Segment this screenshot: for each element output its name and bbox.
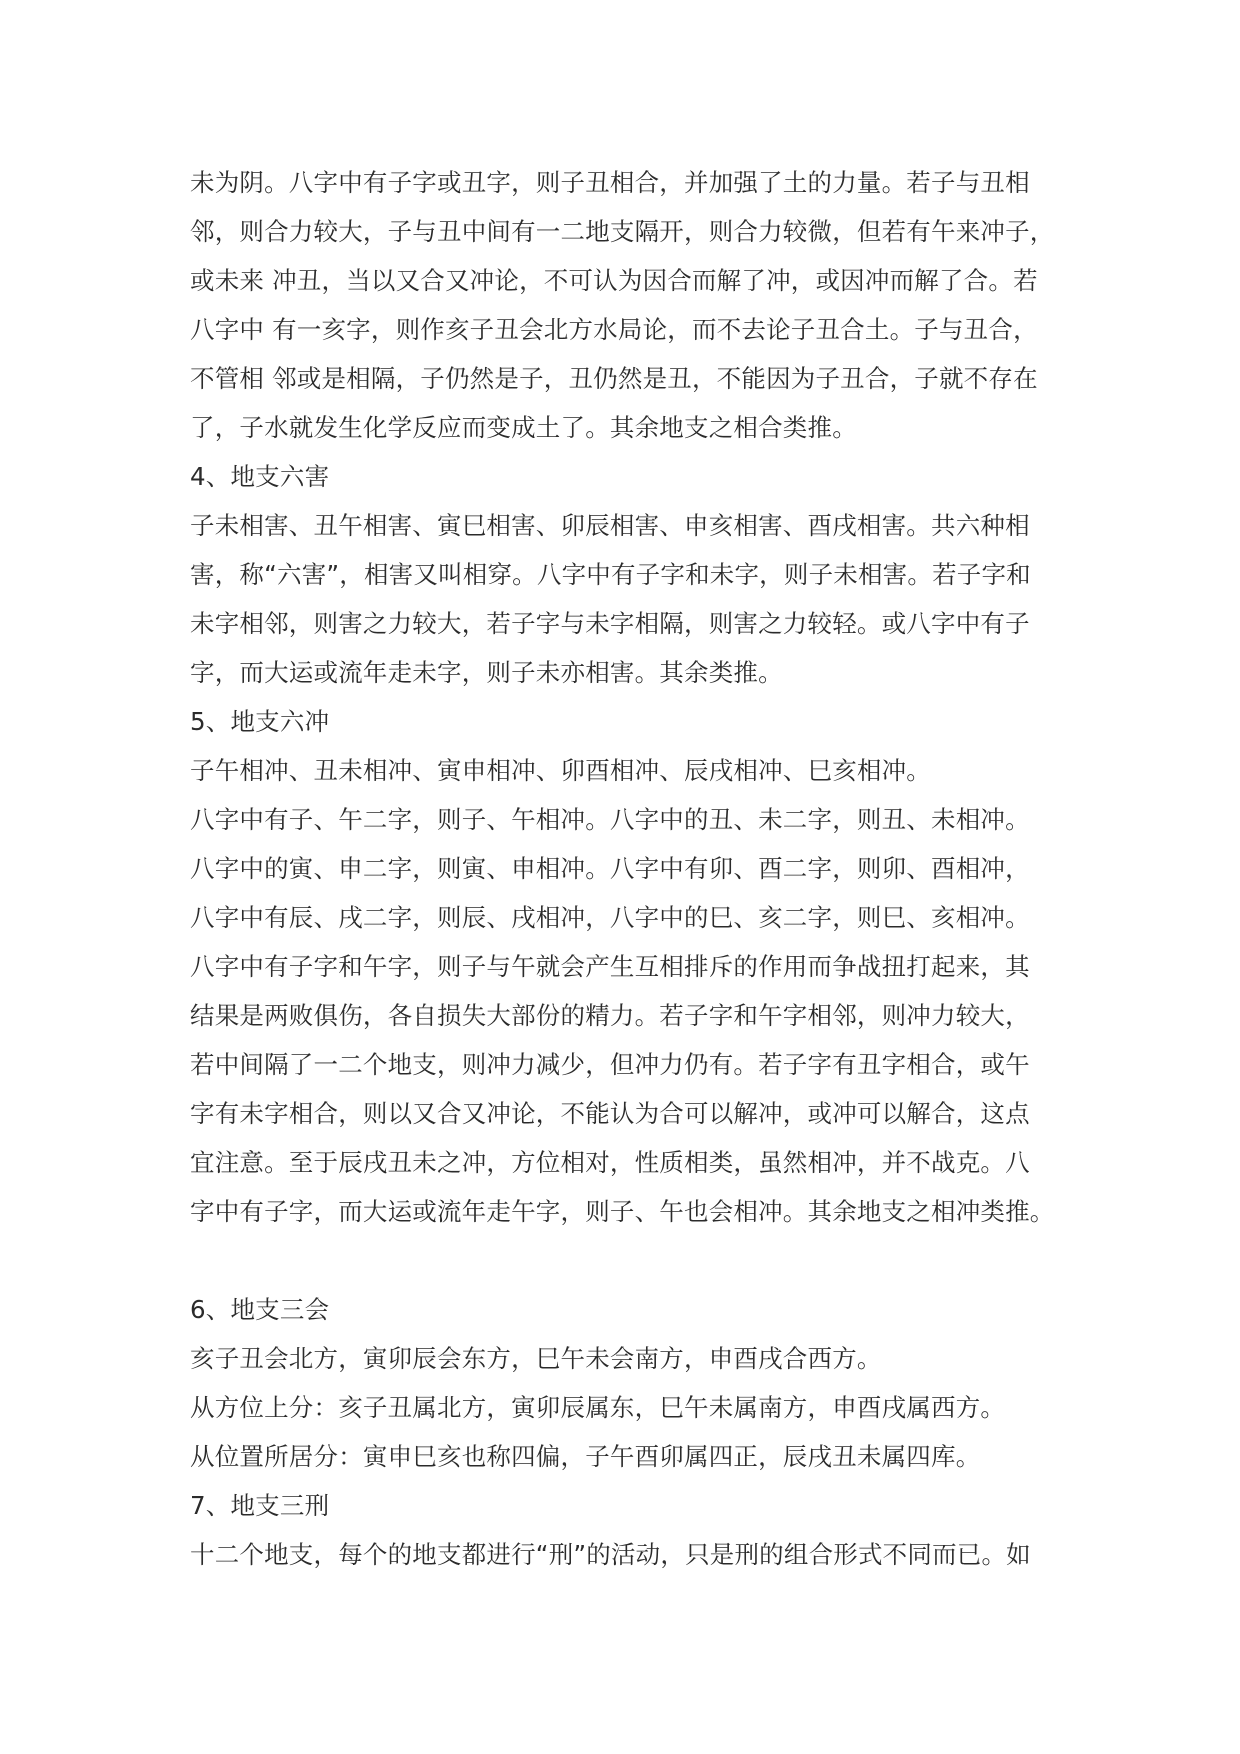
section-heading: 5、地支六冲 — [190, 707, 330, 736]
text-line: 子未相害、丑午相害、寅巳相害、卯辰相害、申亥相害、酉戌相害。共六种相 — [190, 511, 1030, 540]
text-line: 邻，则合力较大，子与丑中间有一二地支隔开，则合力较微，但若有午来冲子， — [190, 217, 1055, 246]
text-line: 未字相邻，则害之力较大，若子字与未字相隔，则害之力较轻。或八字中有子 — [190, 609, 1030, 638]
text-line: 八字中的寅、申二字，则寅、申相冲。八字中有卯、酉二字，则卯、酉相冲， — [190, 854, 1030, 883]
text-line: 八字中有子字和午字，则子与午就会产生互相排斥的作用而争战扭打起来，其 — [190, 952, 1030, 981]
text-line: 亥子丑会北方，寅卯辰会东方，巳午未会南方，申酉戌合西方。 — [190, 1344, 882, 1373]
text-line: 从方位上分：亥子丑属北方，寅卯辰属东，巳午未属南方，申酉戌属西方。 — [190, 1393, 1006, 1422]
text-line: 害，称“六害”，相害又叫相穿。八字中有子字和未字，则子未相害。若子字和 — [190, 560, 1031, 589]
section-heading: 6、地支三会 — [190, 1295, 330, 1324]
text-line: 结果是两败俱伤，各自损失大部份的精力。若子字和午字相邻，则冲力较大， — [190, 1001, 1030, 1030]
text-line: 了，子水就发生化学反应而变成土了。其余地支之相合类推。 — [190, 413, 857, 442]
text-line: 或未来 冲丑，当以又合又冲论，不可认为因合而解了冲，或因冲而解了合。若 — [190, 266, 1038, 295]
text-line: 字，而大运或流年走未字，则子未亦相害。其余类推。 — [190, 658, 783, 687]
text-line: 字有未字相合，则以又合又冲论，不能认为合可以解冲，或冲可以解合，这点 — [190, 1099, 1030, 1128]
text-line: 八字中有子、午二字，则子、午相冲。八字中的丑、未二字，则丑、未相冲。 — [190, 805, 1030, 834]
text-line: 未为阴。八字中有子字或丑字，则子丑相合，并加强了土的力量。若子与丑相 — [190, 168, 1030, 197]
text-line: 十二个地支，每个的地支都进行“刑”的活动，只是刑的组合形式不同而已。如 — [190, 1540, 1031, 1569]
text-line: 宜注意。至于辰戌丑未之冲，方位相对，性质相类，虽然相冲，并不战克。八 — [190, 1148, 1030, 1177]
text-line: 八字中有辰、戌二字，则辰、戌相冲，八字中的巳、亥二字，则巳、亥相冲。 — [190, 903, 1030, 932]
text-line: 字中有子字，而大运或流年走午字，则子、午也会相冲。其余地支之相冲类推。 — [190, 1197, 1055, 1226]
text-line: 子午相冲、丑未相冲、寅申相冲、卯酉相冲、辰戌相冲、巳亥相冲。 — [190, 756, 931, 785]
text-line: 若中间隔了一二个地支，则冲力减少，但冲力仍有。若子字有丑字相合，或午 — [190, 1050, 1030, 1079]
section-heading: 7、地支三刑 — [190, 1491, 330, 1520]
text-line: 八字中 有一亥字，则作亥子丑会北方水局论，而不去论子丑合土。子与丑合， — [190, 315, 1038, 344]
section-heading: 4、地支六害 — [190, 462, 330, 491]
text-line: 不管相 邻或是相隔，子仍然是子，丑仍然是丑，不能因为子丑合，子就不存在 — [190, 364, 1038, 393]
text-line: 从位置所居分：寅申巳亥也称四偏，子午酉卯属四正，辰戌丑未属四库。 — [190, 1442, 981, 1471]
